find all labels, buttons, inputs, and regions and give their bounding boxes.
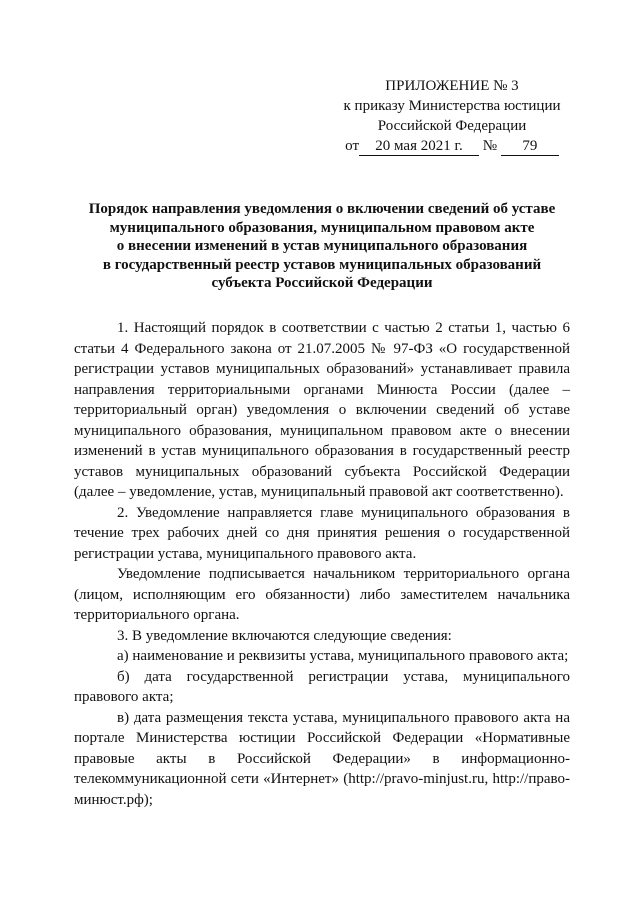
appendix-ministry: Российской Федерации (377, 118, 527, 134)
appendix-title: ПРИЛОЖЕНИЕ № 3 (385, 78, 519, 94)
appendix-date-line (332, 136, 572, 156)
paragraph-3: 3. В уведомление включаются следующие сведения: (117, 627, 452, 644)
paragraph-signature: Уведомление подписывается начальником территориального органа (лицом, исполняющим его обязанности) либо заместителем начальника территориального органа. (74, 566, 570, 623)
title-line: муниципального образования, муниципальном правовом акте (109, 219, 535, 236)
item-b: б) дата государственной регистрации устава, муниципального правового акта; (74, 668, 570, 705)
title-line: Порядок направления уведомления о включении сведений об уставе (88, 201, 556, 217)
document-title (74, 200, 570, 293)
title-line: в государственный реестр уставов муниципальных образований (102, 256, 542, 273)
document-body (74, 318, 570, 810)
order-number: 79 (501, 137, 559, 156)
paragraph-1: 1. Настоящий порядок в соответствии с частью 2 статьи 1, частью 6 статьи 4 Федерального закона от 21.07.2005 № 97-ФЗ «О государственной регистрации уставов муниципальных образований» устанавливает правила направления территориальными органами Минюста России (далее – территориальный орган) уведомления о включении сведений об уставе муниципального образования, муниципальном правовом акте о внесении изменений в устав муниципального образования в государственный реестр уставов муниципальных образований субъекта Российской Федерации (далее – уведомление, устав, муниципальный правовой акт соответственно). (74, 320, 570, 500)
item-a: а) наименование и реквизиты устава, муниципального правового акта; (117, 648, 569, 664)
paragraph-2: 2. Уведомление направляется главе муниципального образования в течение трех рабочих дней со дня принятия решения о государственной регистрации устава, муниципального правового акта. (74, 504, 570, 562)
date-prefix: от (345, 138, 360, 154)
number-prefix: № (482, 138, 498, 154)
title-line: субъекта Российской Федерации (211, 275, 433, 291)
title-line: о внесении изменений в устав муниципального образования (116, 238, 528, 254)
order-date: 20 мая 2021 г. (359, 137, 479, 156)
appendix-order-ref: к приказу Министерства юстиции (343, 98, 561, 114)
item-c: в) дата размещения текста устава, муниципального правового акта на портале Министерства юстиции Российской Федерации «Нормативные правовые акты в Российской Федерации» в информационно-телекоммуникационной сети «Интернет» (http://pravo-minjust.ru, http://право-минюст.рф); (74, 709, 570, 808)
appendix-header (332, 76, 572, 156)
